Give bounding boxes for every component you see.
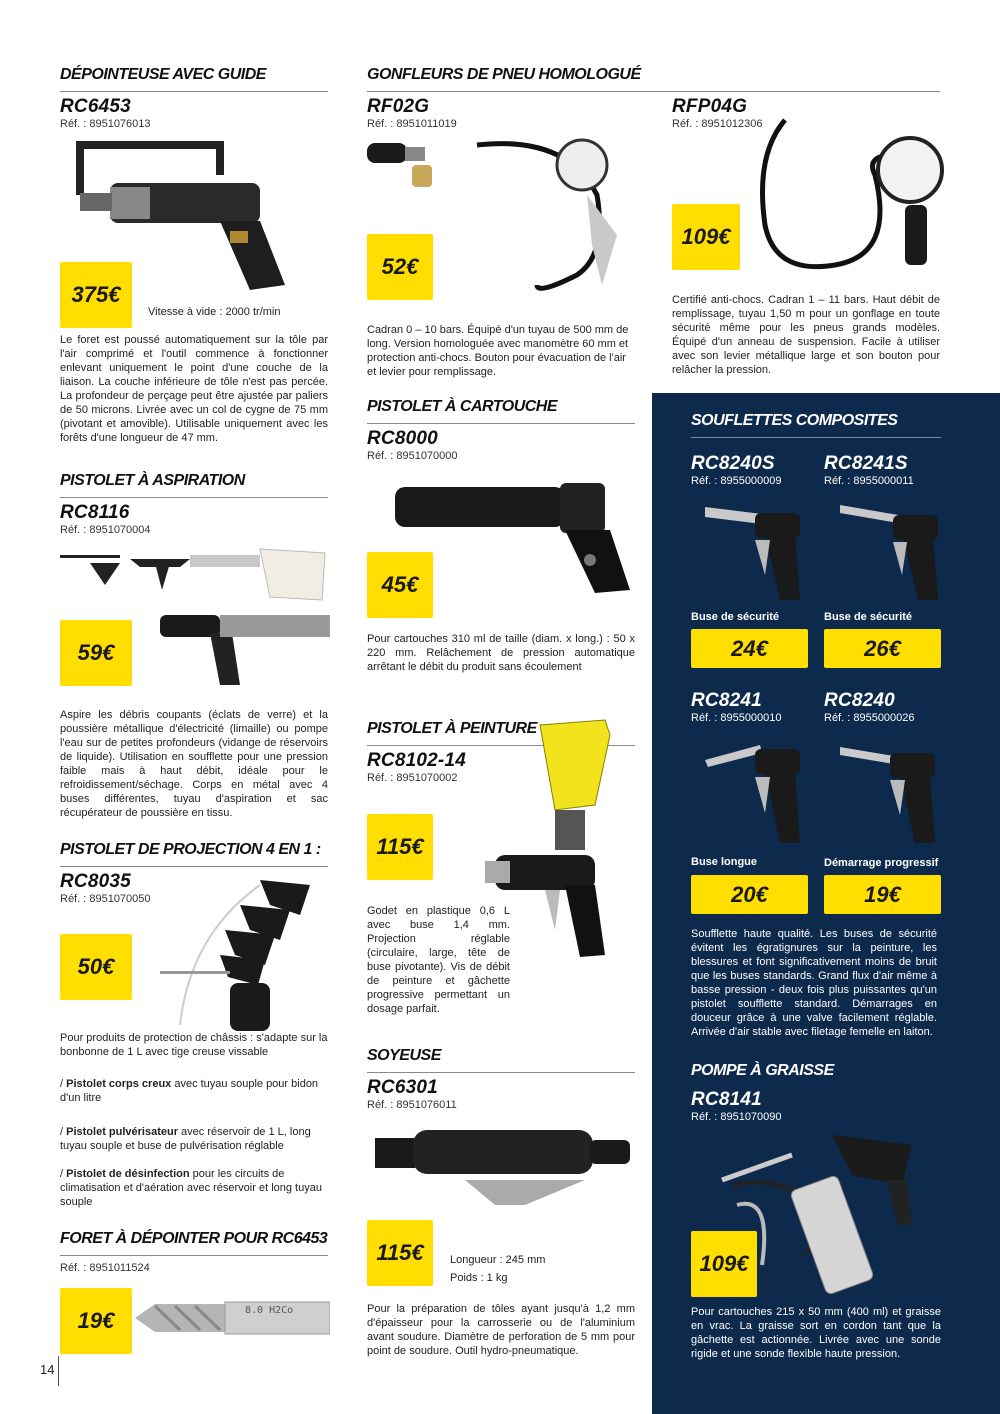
soyeuse-desc: Pour la préparation de tôles ayant jusqu'à 1,2 mm d'épaisseur pour la carrosserie ou de l'aluminium avant soudure. Diamètre de perforation de 5 mm pour point de soudure. Outil hydro-pneumatique. [367, 1303, 635, 1357]
souflette-1-image [700, 495, 810, 605]
souflette-2-image [835, 495, 945, 605]
graisse-model: RC8141 [691, 1089, 762, 1110]
aspiration-title: PISTOLET À ASPIRATION [60, 472, 245, 489]
soyeuse-price: 115€ [367, 1220, 433, 1286]
graisse-title: POMPE À GRAISSE [691, 1062, 834, 1079]
peinture-title: PISTOLET À PEINTURE [367, 720, 537, 737]
souflette-3-model: RC8241 [691, 690, 762, 711]
souflette-4-label: Démarrage progressif [824, 857, 939, 869]
divider [367, 91, 940, 92]
soyeuse-spec-length: Longueur : 245 mm [450, 1254, 546, 1266]
aspiration-ref: Réf. : 8951070004 [60, 524, 151, 536]
rf02g-ref: Réf. : 8951011019 [367, 118, 457, 130]
souflette-3-ref: Réf. : 8955000010 [691, 712, 782, 724]
graisse-ref: Réf. : 8951070090 [691, 1111, 782, 1123]
souflette-2-model: RC8241S [824, 453, 908, 474]
rf02g-model: RF02G [367, 96, 430, 117]
projection-ref: Réf. : 8951070050 [60, 893, 151, 905]
depointeuse-ref: Réf. : 8951076013 [60, 118, 151, 130]
souflette-1-ref: Réf. : 8955000009 [691, 475, 782, 487]
cartouche-model: RC8000 [367, 428, 438, 449]
divider [58, 1356, 59, 1386]
bullet-text: avec réservoir de 1 L, long tuyau souple et buse de pulvérisation réglable [60, 1126, 311, 1152]
depointeuse-model: RC6453 [60, 96, 131, 117]
foret-price: 19€ [60, 1288, 132, 1354]
souflette-2-ref: Réf. : 8955000011 [824, 475, 914, 487]
souflette-4-price: 19€ [824, 875, 941, 914]
peinture-price: 115€ [367, 814, 433, 880]
soyeuse-spec-weight: Poids : 1 kg [450, 1272, 508, 1284]
projection-bullet-1: / Pistolet corps creux avec tuyau souple pour bidon d'un litre [60, 1078, 319, 1104]
divider [691, 437, 941, 438]
rf02g-price: 52€ [367, 234, 433, 300]
foret-engraving: 8.0 H2Co [245, 1305, 294, 1316]
souflettes-desc: Soufflette haute qualité. Les buses de sécurité évitent les égratignures sur la peinture, les blessures et font significativement moins de bruit que les buses standards. Grand flux d'air même à basse pression - deux fois plus puissantes qu'un pistolet soufflette standard. Démarrages en douceur grâce à une valve facilement réglable. Arrivée d'air stable avec filetage femelle en laiton. [691, 928, 937, 1038]
rfp04g-model: RFP04G [672, 96, 748, 117]
divider [60, 497, 328, 498]
rfp04g-ref: Réf. : 8951012306 [672, 118, 763, 130]
rf02g-desc: Cadran 0 – 10 bars. Équipé d'un tuyau de 500 mm de long. Version homologuée avec manomètre 60 mm et protection anti-chocs. Bouton pour évacuation de l'air et levier pour remplissage. [367, 324, 629, 378]
souflette-2-price: 26€ [824, 629, 941, 668]
souflette-3-image [700, 735, 810, 847]
rfp04g-price: 109€ [672, 204, 740, 270]
divider [367, 1072, 635, 1073]
graisse-price: 109€ [691, 1231, 757, 1297]
peinture-model: RC8102-14 [367, 750, 466, 771]
depointeuse-title: DÉPOINTEUSE AVEC GUIDE [60, 66, 266, 83]
soyeuse-image [375, 1120, 635, 1210]
bullet-bold: Pistolet corps creux [66, 1078, 172, 1090]
projection-title: PISTOLET DE PROJECTION 4 EN 1 : [60, 841, 321, 858]
foret-ref: Réf. : 8951011524 [60, 1262, 150, 1274]
divider [60, 866, 328, 867]
depointeuse-desc: Le foret est poussé automatiquement sur la tôle par l'air comprimé et l'outil commence à fonctionner enlevant uniquement le point d'une couche de la liaison. La couche inférieure de tôle n'est pas percée. La profondeur de perçage peut être ajustée par paliers de 50 microns. Livrée avec un col de cygne de 75 mm (pivotant et amovible). Utilisable uniquement avec les forêts d'une longueur de 47 mm. [60, 334, 328, 444]
souflette-4-model: RC8240 [824, 690, 895, 711]
projection-model: RC8035 [60, 871, 131, 892]
cartouche-title: PISTOLET À CARTOUCHE [367, 398, 558, 415]
gonfleurs-title: GONFLEURS DE PNEU HOMOLOGUÉ [367, 66, 641, 83]
projection-price: 50€ [60, 934, 132, 1000]
foret-title: FORET À DÉPOINTER POUR RC6453 [60, 1230, 328, 1247]
divider [367, 423, 635, 424]
projection-bullet-2: / Pistolet pulvérisateur avec réservoir de 1 L, long tuyau souple et buse de pulvérisation réglable [60, 1126, 311, 1152]
bullet-bold: Pistolet pulvérisateur [66, 1126, 178, 1138]
souflette-2-label: Buse de sécurité [824, 611, 913, 623]
depointeuse-spec: Vitesse à vide : 2000 tr/min [148, 306, 281, 318]
souflette-1-label: Buse de sécurité [691, 611, 780, 623]
bullet-text: pour les circuits de climatisation et d'aération avec réservoir et long tuyau souple [60, 1168, 322, 1208]
soyeuse-model: RC6301 [367, 1077, 438, 1098]
souflette-1-model: RC8240S [691, 453, 775, 474]
cartouche-desc: Pour cartouches 310 ml de taille (diam. x long.) : 50 x 220 mm. Relâchement de pression automatique arrêtant le débit du produit sans écoulement [367, 633, 635, 673]
projection-bullet-3: / Pistolet de désinfection pour les circuits de climatisation et d'aération avec réservoir et long tuyau souple [60, 1168, 322, 1208]
souflette-3-label: Buse longue [691, 856, 758, 868]
soyeuse-title: SOYEUSE [367, 1047, 441, 1064]
graisse-desc: Pour cartouches 215 x 50 mm (400 ml) et graisse en vrac. La graisse sort en cordon tant que la gâchette est actionnée. Livrée avec une sonde rigide et une sonde flexible haute pression. [691, 1306, 941, 1360]
divider [60, 91, 328, 92]
souflette-1-price: 24€ [691, 629, 808, 668]
page-number: 14 [40, 1362, 55, 1377]
foret-image [135, 1298, 330, 1338]
souflettes-title: SOUFLETTES COMPOSITES [691, 412, 898, 429]
souflette-4-image [835, 735, 945, 847]
divider [60, 1255, 328, 1256]
bullet-bold: Pistolet de désinfection [66, 1168, 190, 1180]
rfp04g-image [745, 115, 945, 285]
cartouche-ref: Réf. : 8951070000 [367, 450, 458, 462]
aspiration-price: 59€ [60, 620, 132, 686]
rfp04g-desc: Certifié anti-chocs. Cadran 1 – 11 bars. Haut débit de remplissage, tuyau 1,50 m pour un gonflage en toute sécurité même pour les pneus grands modèles. Équipé d'un anneau de suspension. Facile à utiliser avec son levier métallique large et son bouton pour relâcher la pression. [672, 294, 940, 376]
souflette-3-price: 20€ [691, 875, 808, 914]
souflette-4-ref: Réf. : 8955000026 [824, 712, 915, 724]
bullet-text: avec tuyau souple pour bidon d'un litre [60, 1078, 319, 1104]
depointeuse-price: 375€ [60, 262, 132, 328]
projection-image [150, 875, 330, 1035]
aspiration-desc: Aspire les débris coupants (éclats de verre) et la poussière métallique d'électricité (limaille) ou pompe l'eau sur de petites profondeurs (vidange de réservoirs de liquide). Utilisation en soufflette pour une pression faible mais à haut débit, idéale pour le refroidissement/séchage. Corps en métal avec 4 buses différentes, tuyau d'aspiration et sac récupérateur de poussière en tissu. [60, 709, 328, 819]
soyeuse-ref: Réf. : 8951076011 [367, 1099, 457, 1111]
peinture-desc: Godet en plastique 0,6 L avec buse 1,4 mm. Projection réglable (circulaire, large, tête de buse pivotante). Vis de débit de peinture et gâchette progressive permettant un dosage parfait. [367, 905, 510, 1015]
cartouche-price: 45€ [367, 552, 433, 618]
projection-desc: Pour produits de protection de châssis : s'adapte sur la bonbonne de 1 L avec tige creuse vissable [60, 1032, 328, 1058]
aspiration-model: RC8116 [60, 502, 130, 523]
peinture-ref: Réf. : 8951070002 [367, 772, 458, 784]
